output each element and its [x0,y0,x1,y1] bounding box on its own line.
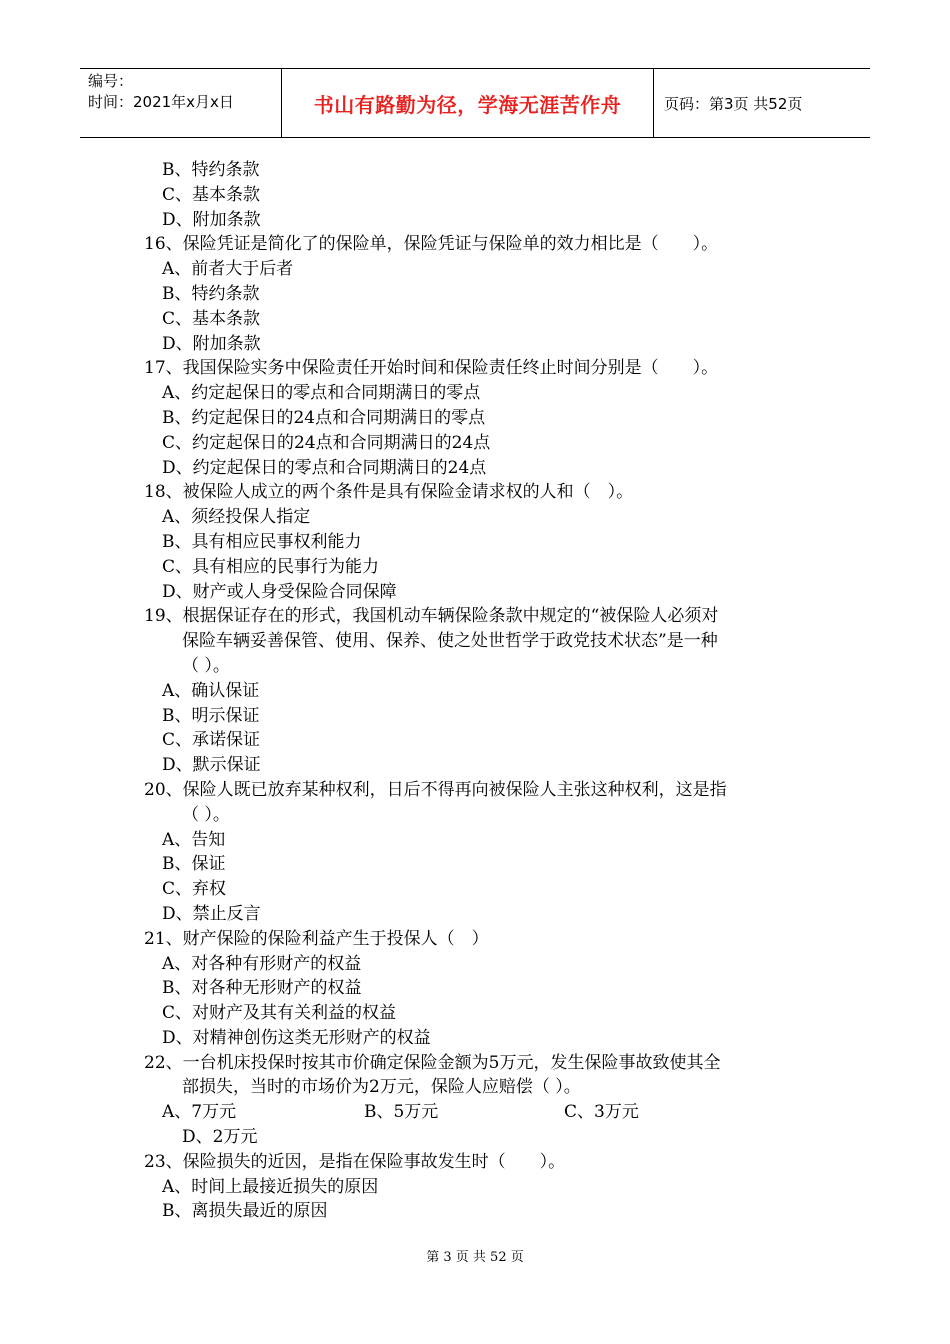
option-item: A、时间上最接近损失的原因 [162,1176,379,1197]
question-continuation: 保险车辆妥善保管、使用、保养、使之处世哲学于政党技术状态”是一种 [182,631,718,652]
question-line: 23、保险损失的近因，是指在保险事故发生时（ ）。 [144,1151,566,1172]
option-item: D、对精神创伤这类无形财产的权益 [162,1027,431,1048]
header-meta-cell [80,69,282,137]
option-item: C、弃权 [162,879,227,900]
option-item: A、告知 [162,829,226,850]
document-date: 时间：2021年x月x日 [88,93,234,111]
question-line: 17、我国保险实务中保险责任开始时间和保险责任终止时间分别是（ ）。 [144,358,719,379]
option-item: C、3万元 [564,1102,639,1123]
option-item: D、附加条款 [162,209,261,230]
option-item: C、基本条款 [162,308,261,329]
option-item: B、明示保证 [162,705,260,726]
option-item: B、5万元 [364,1102,439,1123]
option-item: A、约定起保日的零点和合同期满日的零点 [162,383,481,404]
option-row [140,1100,820,1125]
option-item: B、对各种无形财产的权益 [162,978,362,999]
page-header [80,68,870,138]
document-number-label: 编号： [88,72,134,90]
option-item: D、2万元 [182,1127,258,1148]
question-continuation: （ ）。 [182,804,230,825]
option-item: B、特约条款 [162,160,260,180]
option-item: A、7万元 [162,1102,237,1123]
option-item: A、确认保证 [162,680,260,701]
header-motto: 书山有路勤为径，学海无涯苦作舟 [282,69,654,137]
option-item: B、保证 [162,854,226,875]
option-item: D、约定起保日的零点和合同期满日的24点 [162,457,487,478]
question-line: 16、保险凭证是简化了的保险单，保险凭证与保险单的效力相比是（ ）。 [144,234,719,255]
question-line: 21、财产保险的保险利益产生于投保人（ ） [144,928,489,949]
question-line: 22、一台机床投保时按其市价确定保险金额为5万元，发生保险事故致使其全 [144,1052,721,1073]
question-continuation: （ ）。 [182,655,230,676]
question-continuation: 部损失，当时的市场价为2万元，保险人应赔偿（ ）。 [182,1077,581,1098]
document-body [140,158,820,1224]
option-item: C、基本条款 [162,184,261,205]
option-item: B、约定起保日的24点和合同期满日的零点 [162,407,486,428]
option-item: C、承诺保证 [162,730,261,751]
option-item: A、前者大于后者 [162,259,294,280]
option-item: C、约定起保日的24点和合同期满日的24点 [162,432,491,453]
question-line: 20、保险人既已放弃某种权利，日后不得再向被保险人主张这种权利，这是指 [144,779,727,800]
header-page-info: 页码：第3页 共52页 [664,94,803,113]
option-item: D、默示保证 [162,755,261,776]
option-item: B、具有相应民事权利能力 [162,531,362,552]
page-footer: 第 3 页 共 52 页 [426,1250,524,1265]
option-item: D、财产或人身受保险合同保障 [162,581,397,602]
option-item: A、对各种有形财产的权益 [162,953,362,974]
option-item: D、禁止反言 [162,903,261,924]
option-item: B、特约条款 [162,283,260,304]
option-item: D、附加条款 [162,333,261,354]
option-item: C、对财产及其有关利益的权益 [162,1003,397,1024]
option-item: A、须经投保人指定 [162,507,311,528]
question-line: 18、被保险人成立的两个条件是具有保险金请求权的人和（ ）。 [144,482,634,503]
question-line: 19、根据保证存在的形式，我国机动车辆保险条款中规定的“被保险人必须对 [144,606,719,627]
option-item: B、离损失最近的原因 [162,1201,328,1222]
option-item: C、具有相应的民事行为能力 [162,556,380,577]
